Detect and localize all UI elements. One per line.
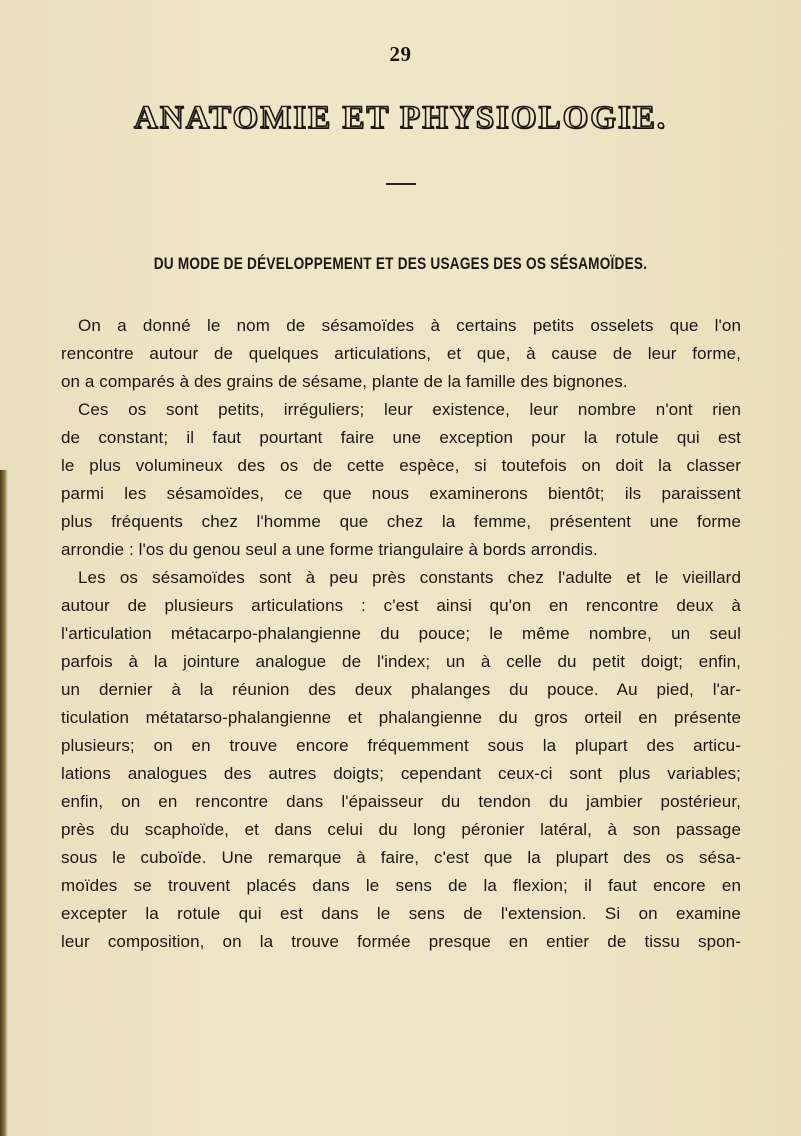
text-line: près du scaphoïde, et dans celui du long péronier latéral, à son passage [61, 820, 741, 839]
text-line: arrondie : l'os du genou seul a une forme triangulaire à bords arrondis. [61, 540, 598, 559]
text-line: autour de plusieurs articulations : c'est ainsi qu'on en rencontre deux à [61, 596, 741, 615]
text-line: sous le cuboïde. Une remarque à faire, c'est que la plupart des os sésa- [61, 848, 741, 867]
article-title: DU MODE DE DÉVELOPPEMENT ET DES USAGES DES OS SÉSAMOÏDES. [153, 254, 648, 273]
text-line: plusieurs; on en trouve encore fréquemment sous la plupart des articu- [61, 736, 741, 755]
text-line: le plus volumineux des os de cette espèce, si toutefois on doit la classer [61, 456, 741, 475]
text-line: On a donné le nom de sésamoïdes à certains petits osselets que l'on [78, 316, 741, 335]
section-title: ANATOMIE ET PHYSIOLOGIE. [133, 100, 668, 136]
text-line: Les os sésamoïdes sont à peu près constants chez l'adulte et le vieillard [78, 568, 741, 587]
text-line: parmi les sésamoïdes, ce que nous examinerons bientôt; ils paraissent [61, 484, 741, 503]
text-line: leur composition, on la trouve formée presque en entier de tissu spon- [61, 932, 741, 951]
text-line: Ces os sont petits, irréguliers; leur existence, leur nombre n'ont rien [78, 400, 741, 419]
text-line: parfois à la jointure analogue de l'index; un à celle du petit doigt; enfin, [61, 652, 741, 671]
text-line: moïdes se trouvent placés dans le sens de la flexion; il faut encore en [61, 876, 741, 895]
title-divider [386, 183, 416, 185]
text-line: de constant; il faut pourtant faire une exception pour la rotule qui est [61, 428, 741, 447]
text-line: rencontre autour de quelques articulations, et que, à cause de leur forme, [61, 344, 741, 363]
text-line: plus fréquents chez l'homme que chez la femme, présentent une forme [61, 512, 741, 531]
text-line: un dernier à la réunion des deux phalanges du pouce. Au pied, l'ar- [61, 680, 741, 699]
page-number: 29 [389, 42, 412, 66]
body-text [61, 312, 741, 956]
text-line: ticulation métatarso-phalangienne et phalangienne du gros orteil en présente [61, 708, 741, 727]
page-binding-shadow [0, 470, 8, 1136]
text-line: lations analogues des autres doigts; cependant ceux-ci sont plus variables; [61, 764, 741, 783]
text-line: excepter la rotule qui est dans le sens de l'extension. Si on examine [61, 904, 741, 923]
text-line: enfin, on en rencontre dans l'épaisseur du tendon du jambier postérieur, [61, 792, 741, 811]
text-line: on a comparés à des grains de sésame, plante de la famille des bignones. [61, 372, 628, 391]
text-line: l'articulation métacarpo-phalangienne du pouce; le même nombre, un seul [61, 624, 741, 643]
